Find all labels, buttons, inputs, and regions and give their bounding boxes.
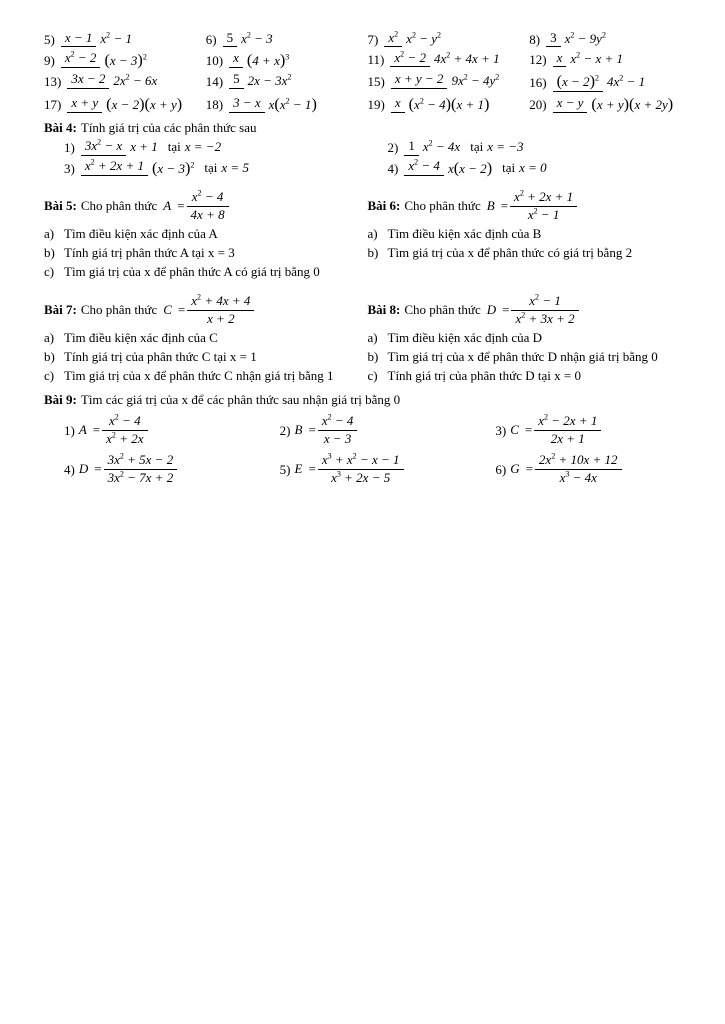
item-number: 4): [64, 462, 75, 478]
sub-label: b): [367, 348, 379, 364]
fraction-bai4-4: [404, 158, 496, 178]
denominator: $2x^2 - 6x$: [113, 72, 158, 88]
item-20: [529, 94, 691, 114]
denominator: $2x - 3x^2$: [247, 72, 292, 88]
bai9-row-2: [44, 453, 691, 486]
bai5-prompt: Cho phân thức: [80, 198, 158, 214]
denominator: $(x - 3)^2$: [104, 51, 147, 69]
sub-label: b): [44, 348, 55, 364]
numerator: 1: [404, 139, 419, 156]
item-number: 16): [529, 75, 547, 91]
bai9-label: Bài 9:: [44, 391, 77, 407]
equals-sign: =: [177, 198, 185, 214]
item-8: [529, 30, 691, 48]
sub-text: Tìm giá trị của x để phân thức D nhận giá trị bằng 0: [387, 348, 658, 364]
fraction-bai9-2: [318, 414, 358, 447]
tai-label: tại: [204, 159, 218, 175]
bai9-heading: [44, 392, 691, 408]
bai5-label: Bài 5:: [44, 198, 77, 214]
fraction-bai6: [510, 190, 577, 223]
bai9-item-4: [44, 453, 260, 486]
list-item: [44, 244, 360, 262]
denominator: $(x^2 - 4)(x + 1)$: [408, 95, 490, 114]
sub-label: b): [367, 244, 379, 260]
bai5-sublist: [44, 225, 360, 281]
bai9-var: C: [510, 422, 519, 438]
item-number: 6): [205, 32, 217, 47]
list-item: [368, 329, 684, 347]
sub-text: Tìm giá trị của x để phân thức có giá trị bằng 2: [387, 244, 633, 260]
exercise3-items-grid: [44, 30, 691, 114]
numerator: 3: [546, 31, 561, 48]
numerator: $2x^2 + 10x + 12$: [535, 453, 622, 470]
denominator: $x^2 + 2x$: [106, 430, 144, 446]
item-number: 6): [495, 462, 507, 478]
fraction-16: [553, 72, 650, 93]
item-row: [44, 72, 691, 93]
list-item: [368, 348, 684, 366]
fraction-6: [223, 31, 277, 48]
bai4-item-1: [44, 138, 368, 156]
bai9-item-1: [44, 414, 260, 447]
fraction-bai9-5: [318, 453, 404, 486]
list-item: [368, 367, 684, 385]
denominator: $x^3 + 2x - 5$: [331, 469, 391, 485]
fraction-bai9-4: [104, 453, 178, 486]
condition: x = 0: [519, 159, 547, 175]
bai6-sublist: [368, 225, 684, 262]
sub-text: Tính giá trị của phân thức D tại x = 0: [387, 367, 581, 383]
denominator: x − 3: [323, 430, 352, 446]
numerator: x + y − 2: [391, 72, 448, 89]
numerator: $x^2 - 2$: [390, 51, 430, 68]
sub-text: Tìm giá trị của x để phân thức C nhận giá trị bằng 1: [64, 367, 334, 383]
numerator: x: [229, 51, 243, 68]
fraction-20: [553, 94, 678, 114]
numerator: $3x^2 + 5x - 2$: [104, 453, 178, 470]
numerator: x + y: [67, 96, 102, 113]
fraction-bai4-1: [81, 139, 162, 156]
bai4-prompt: Tính giá trị của các phân thức sau: [80, 120, 257, 136]
numerator: $x^2 - 4$: [404, 159, 444, 176]
equals-sign: =: [308, 422, 316, 438]
item-row: [44, 50, 691, 70]
denominator: $x^2 - 4x$: [422, 138, 461, 155]
bai8-heading: [368, 294, 684, 327]
denominator: (x + y)(x + 2y): [591, 95, 674, 114]
sub-label: b): [44, 244, 55, 260]
denominator: $x^2 - x + 1$: [570, 50, 624, 67]
item-row: [44, 30, 691, 48]
fraction-bai9-6: [535, 453, 622, 486]
numerator: $3x^2 - x$: [81, 139, 126, 156]
fraction-bai7: [187, 294, 254, 327]
list-item: [44, 348, 360, 366]
denominator: x(x − 2): [447, 159, 493, 178]
bai7-bai8-row: [44, 288, 691, 386]
sub-text: Tìm điều kiện xác định của A: [64, 225, 218, 241]
list-item: [368, 225, 684, 243]
fraction-bai8: [511, 294, 578, 327]
equals-sign: =: [500, 198, 509, 214]
fraction-9: [61, 50, 151, 70]
numerator: $(x - 2)^2$: [553, 72, 603, 93]
bai6-block: [368, 184, 692, 282]
fraction-19: [391, 94, 494, 114]
sub-text: Tìm điều kiện xác định của C: [64, 329, 218, 345]
item-row: [44, 94, 691, 114]
list-item: [368, 244, 684, 262]
item-number: 8): [529, 32, 541, 47]
denominator: $4x^2 - 1$: [607, 73, 646, 90]
denominator: $(4 + x)^3$: [246, 51, 290, 69]
bai9-item-3: [475, 414, 691, 447]
item-19: [368, 94, 530, 114]
numerator: $x^2 - 1$: [511, 294, 578, 311]
fraction-5: [61, 31, 136, 48]
item-17: [44, 94, 206, 114]
fraction-bai5: [187, 190, 229, 223]
condition: x = 5: [221, 159, 249, 175]
bai4-label: Bài 4:: [44, 120, 77, 136]
bai9-var: D: [78, 461, 89, 477]
bai9-var: E: [294, 461, 303, 477]
equals-sign: =: [308, 461, 316, 477]
numerator: $x^2 - 2x + 1$: [534, 414, 601, 431]
bai4-item-4: [368, 158, 692, 178]
sub-text: Tìm điều kiện xác định của B: [387, 225, 542, 241]
numerator: 5: [229, 72, 244, 89]
denominator: $3x^2 - 7x + 2$: [107, 469, 174, 485]
sub-label: a): [367, 329, 378, 345]
bai9-item-5: [260, 453, 476, 486]
equals-sign: =: [502, 302, 510, 318]
bai9-var: B: [294, 422, 303, 438]
fraction-bai9-1: [102, 414, 147, 447]
sub-label: a): [44, 329, 55, 345]
item-13: [44, 72, 206, 90]
numerator: $x^2 - 4$: [318, 414, 358, 431]
bai8-prompt: Cho phân thức: [404, 302, 481, 318]
item-number: 19): [367, 97, 385, 113]
item-number: 1): [64, 423, 75, 439]
denominator: $x^2 - 1$: [527, 206, 560, 222]
sub-label: c): [367, 367, 378, 383]
bai9-prompt: Tìm các giá trị của x để các phân thức sau nhận giá trị bằng 0: [80, 391, 401, 407]
fraction-11: [390, 51, 503, 68]
bai7-var: C: [163, 302, 172, 318]
bai5-block: [44, 184, 368, 282]
item-number: 12): [529, 52, 547, 67]
list-item: [44, 263, 360, 281]
condition: x = −2: [184, 139, 222, 155]
bai8-sublist: [368, 329, 684, 385]
item-16: [529, 72, 691, 93]
numerator: $x^2 - 4$: [187, 190, 229, 207]
item-number: 5): [279, 462, 291, 478]
denominator: $9x^2 - 4y^2$: [451, 72, 500, 88]
sub-label: c): [44, 263, 55, 279]
item-number: 18): [205, 97, 224, 113]
list-item: [44, 329, 360, 347]
numerator: $x^2 + 4x + 4$: [187, 294, 254, 311]
numerator: $x^2 - 4$: [102, 414, 147, 431]
numerator: $x^2$: [384, 31, 402, 48]
numerator: 5: [223, 31, 238, 48]
item-9: [44, 50, 206, 70]
denominator: $x(x^2 - 1)$: [268, 95, 317, 114]
item-7: [368, 30, 530, 48]
item-number: 9): [44, 52, 55, 68]
numerator: $x^2 - 2$: [61, 51, 101, 68]
fraction-bai4-2: [404, 139, 464, 156]
item-number: 5): [44, 32, 55, 47]
sub-label: a): [44, 225, 55, 241]
bai4-heading: [44, 120, 691, 136]
bai7-heading: [44, 294, 360, 327]
item-number: 20): [529, 97, 547, 113]
bai7-prompt: Cho phân thức: [80, 302, 158, 318]
bai4-item-3: [44, 158, 368, 178]
item-15: [368, 72, 530, 90]
fraction-7: [384, 31, 445, 48]
bai4-item-2: [368, 138, 692, 156]
bai6-prompt: Cho phân thức: [404, 198, 481, 214]
sub-text: Tính giá trị phân thức A tại x = 3: [64, 244, 235, 260]
denominator: $x^2 - 3$: [241, 30, 273, 47]
sub-label: c): [44, 367, 55, 383]
fraction-15: [391, 72, 503, 89]
bai9-item-6: [475, 453, 691, 486]
item-6: [206, 30, 368, 48]
equals-sign: =: [524, 422, 533, 438]
fraction-bai4-3: [81, 158, 199, 178]
denominator: x + 2: [207, 310, 235, 326]
fraction-8: [546, 31, 610, 48]
bai4-row-2: [44, 158, 691, 178]
bai7-sublist: [44, 329, 360, 385]
denominator: 4x + 8: [190, 206, 225, 222]
tai-label: tại: [167, 139, 181, 155]
numerator: $x^2 + 2x + 1$: [81, 159, 148, 176]
fraction-17: [67, 94, 186, 114]
item-number: 10): [205, 52, 224, 68]
item-number: 2): [387, 140, 399, 156]
sub-text: Tính giá trị của phân thức C tại x = 1: [64, 348, 257, 364]
item-11: [368, 50, 530, 68]
bai5-bai6-row: [44, 184, 691, 282]
bai6-heading: [368, 190, 684, 223]
denominator: $4x^2 + 4x + 1$: [433, 50, 500, 67]
fraction-14: [229, 72, 295, 89]
tai-label: tại: [502, 159, 516, 175]
item-number: 1): [64, 140, 75, 156]
bai7-label: Bài 7:: [44, 302, 77, 318]
list-item: [44, 367, 360, 385]
numerator: 3x − 2: [67, 72, 109, 89]
item-number: 4): [387, 160, 399, 176]
numerator: x − 1: [61, 31, 97, 48]
item-number: 14): [205, 73, 224, 89]
list-item: [44, 225, 360, 243]
item-12: [529, 50, 691, 68]
item-number: 2): [279, 423, 291, 439]
item-number: 11): [367, 52, 385, 67]
equals-sign: =: [177, 302, 186, 318]
item-10: [206, 50, 368, 70]
item-number: 13): [44, 73, 62, 89]
item-5: [44, 30, 206, 48]
item-number: 17): [44, 97, 62, 113]
sub-text: Tìm điều kiện xác định của D: [387, 329, 543, 345]
fraction-12: [553, 51, 627, 68]
bai5-var: A: [163, 198, 172, 214]
fraction-18: [229, 94, 321, 114]
bai8-label: Bài 8:: [367, 302, 401, 318]
denominator: $x^2 + 3x + 2$: [515, 310, 575, 326]
denominator: $x^2 - 9y^2$: [564, 30, 606, 47]
tai-label: tại: [470, 139, 484, 155]
bai8-block: [368, 288, 692, 386]
bai5-heading: [44, 190, 360, 223]
numerator: x: [391, 96, 405, 113]
fraction-13: [67, 72, 161, 89]
item-number: 7): [367, 32, 379, 47]
equals-sign: =: [94, 461, 102, 477]
item-number: 3): [64, 160, 75, 176]
numerator: x: [553, 51, 567, 68]
denominator: $(x - 3)^2$: [151, 159, 195, 178]
bai8-var: D: [486, 302, 497, 318]
numerator: $x^2 + 2x + 1$: [510, 190, 577, 207]
denominator: x + 1: [130, 139, 158, 155]
denominator: $x^2 - 1$: [100, 30, 132, 47]
sub-label: a): [367, 225, 378, 241]
numerator: x − y: [553, 96, 588, 113]
bai9-item-2: [260, 414, 476, 447]
sub-text: Tìm giá trị của x để phân thức A có giá trị bằng 0: [64, 263, 320, 279]
bai9-row-1: [44, 414, 691, 447]
fraction-bai9-3: [534, 414, 601, 447]
bai9-var: A: [78, 422, 87, 438]
item-14: [206, 72, 368, 90]
bai4-row-1: [44, 138, 691, 156]
denominator: 2x + 1: [550, 430, 585, 446]
numerator: $x^3 + x^2 - x - 1$: [318, 453, 404, 470]
bai7-block: [44, 288, 368, 386]
item-18: [206, 94, 368, 114]
denominator: $x^3 - 4x$: [559, 469, 597, 485]
item-number: 3): [495, 423, 507, 439]
equals-sign: =: [525, 461, 533, 477]
fraction-10: [229, 50, 293, 70]
item-number: 15): [367, 73, 385, 89]
bai6-var: B: [486, 198, 495, 214]
bai9-var: G: [510, 461, 520, 477]
denominator: $x^2 - y^2$: [406, 30, 442, 47]
equals-sign: =: [92, 422, 101, 438]
numerator: 3 − x: [229, 96, 265, 113]
bai6-label: Bài 6:: [367, 198, 401, 214]
condition: x = −3: [487, 139, 524, 155]
denominator: (x − 2)(x + y): [106, 95, 183, 114]
